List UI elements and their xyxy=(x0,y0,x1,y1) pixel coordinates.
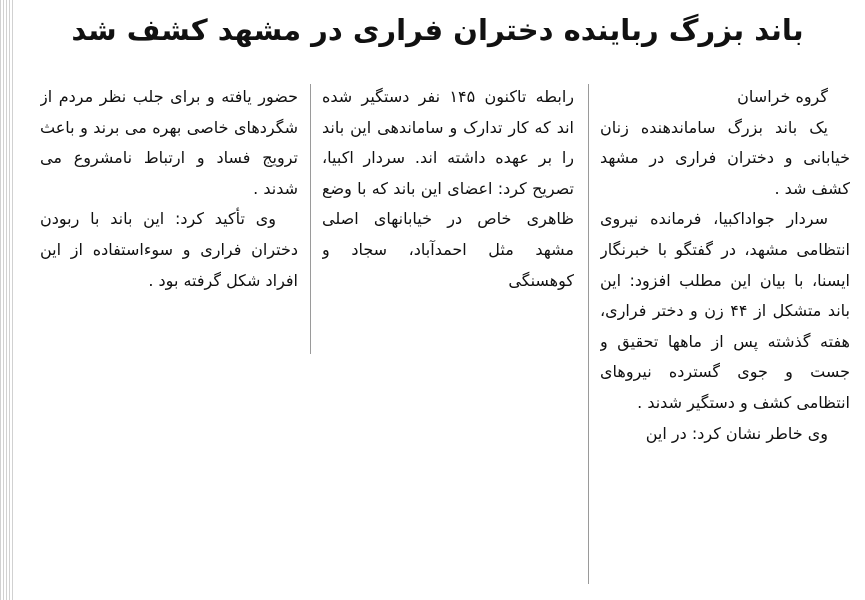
paragraph: رابطه تاکنون ۱۴۵ نفر دستگیر شده اند که کار تدارک و ساماندهی این باند را بر عهده داشته اند. سردار اکبیا، تصریح کرد: اعضای این باند که با وضع ظاهری خاص در خیابانهای اصلی مشهد مثل احمدآباد، سجاد و کوهسنگی xyxy=(322,87,574,290)
paragraph: سردار جواداکبیا، فرمانده نیروی انتظامی مشهد، در گفتگو با خبرنگار ایسنا، با بیان این مطلب افزود: این باند متشکل از ۴۴ زن و دختر فراری، هفته گذشته پس از ماهها تحقیق و جست و جوی گسترده نیروهای انتظامی کشف و دستگیر شدند . xyxy=(600,209,850,412)
page-edge-strip xyxy=(0,0,14,600)
paragraph: وی خاطر نشان کرد: در این xyxy=(645,423,828,443)
article-byline: گروه خراسان xyxy=(737,87,828,106)
paragraph: یک باند بزرگ ساماندهنده زنان خیابانی و دختران فراری در مشهد کشف شد . xyxy=(600,117,850,198)
paragraph: حضور یافته و برای جلب نظر مردم از شگردهای خاصی بهره می برند و باعث ترویج فساد و ارتباط نامشروع می شدند . xyxy=(40,87,298,198)
column-divider xyxy=(310,84,311,354)
column-left xyxy=(40,82,298,372)
column-divider xyxy=(588,84,589,584)
article-headline: باند بزرگ رباینده دختران فراری در مشهد کشف شد xyxy=(71,13,804,47)
column-middle xyxy=(322,82,574,372)
column-right xyxy=(600,82,850,597)
paragraph: وی تأکید کرد: این باند با ربودن دختران فراری و سوءاستفاده از این افراد شکل گرفته بود . xyxy=(40,209,298,290)
